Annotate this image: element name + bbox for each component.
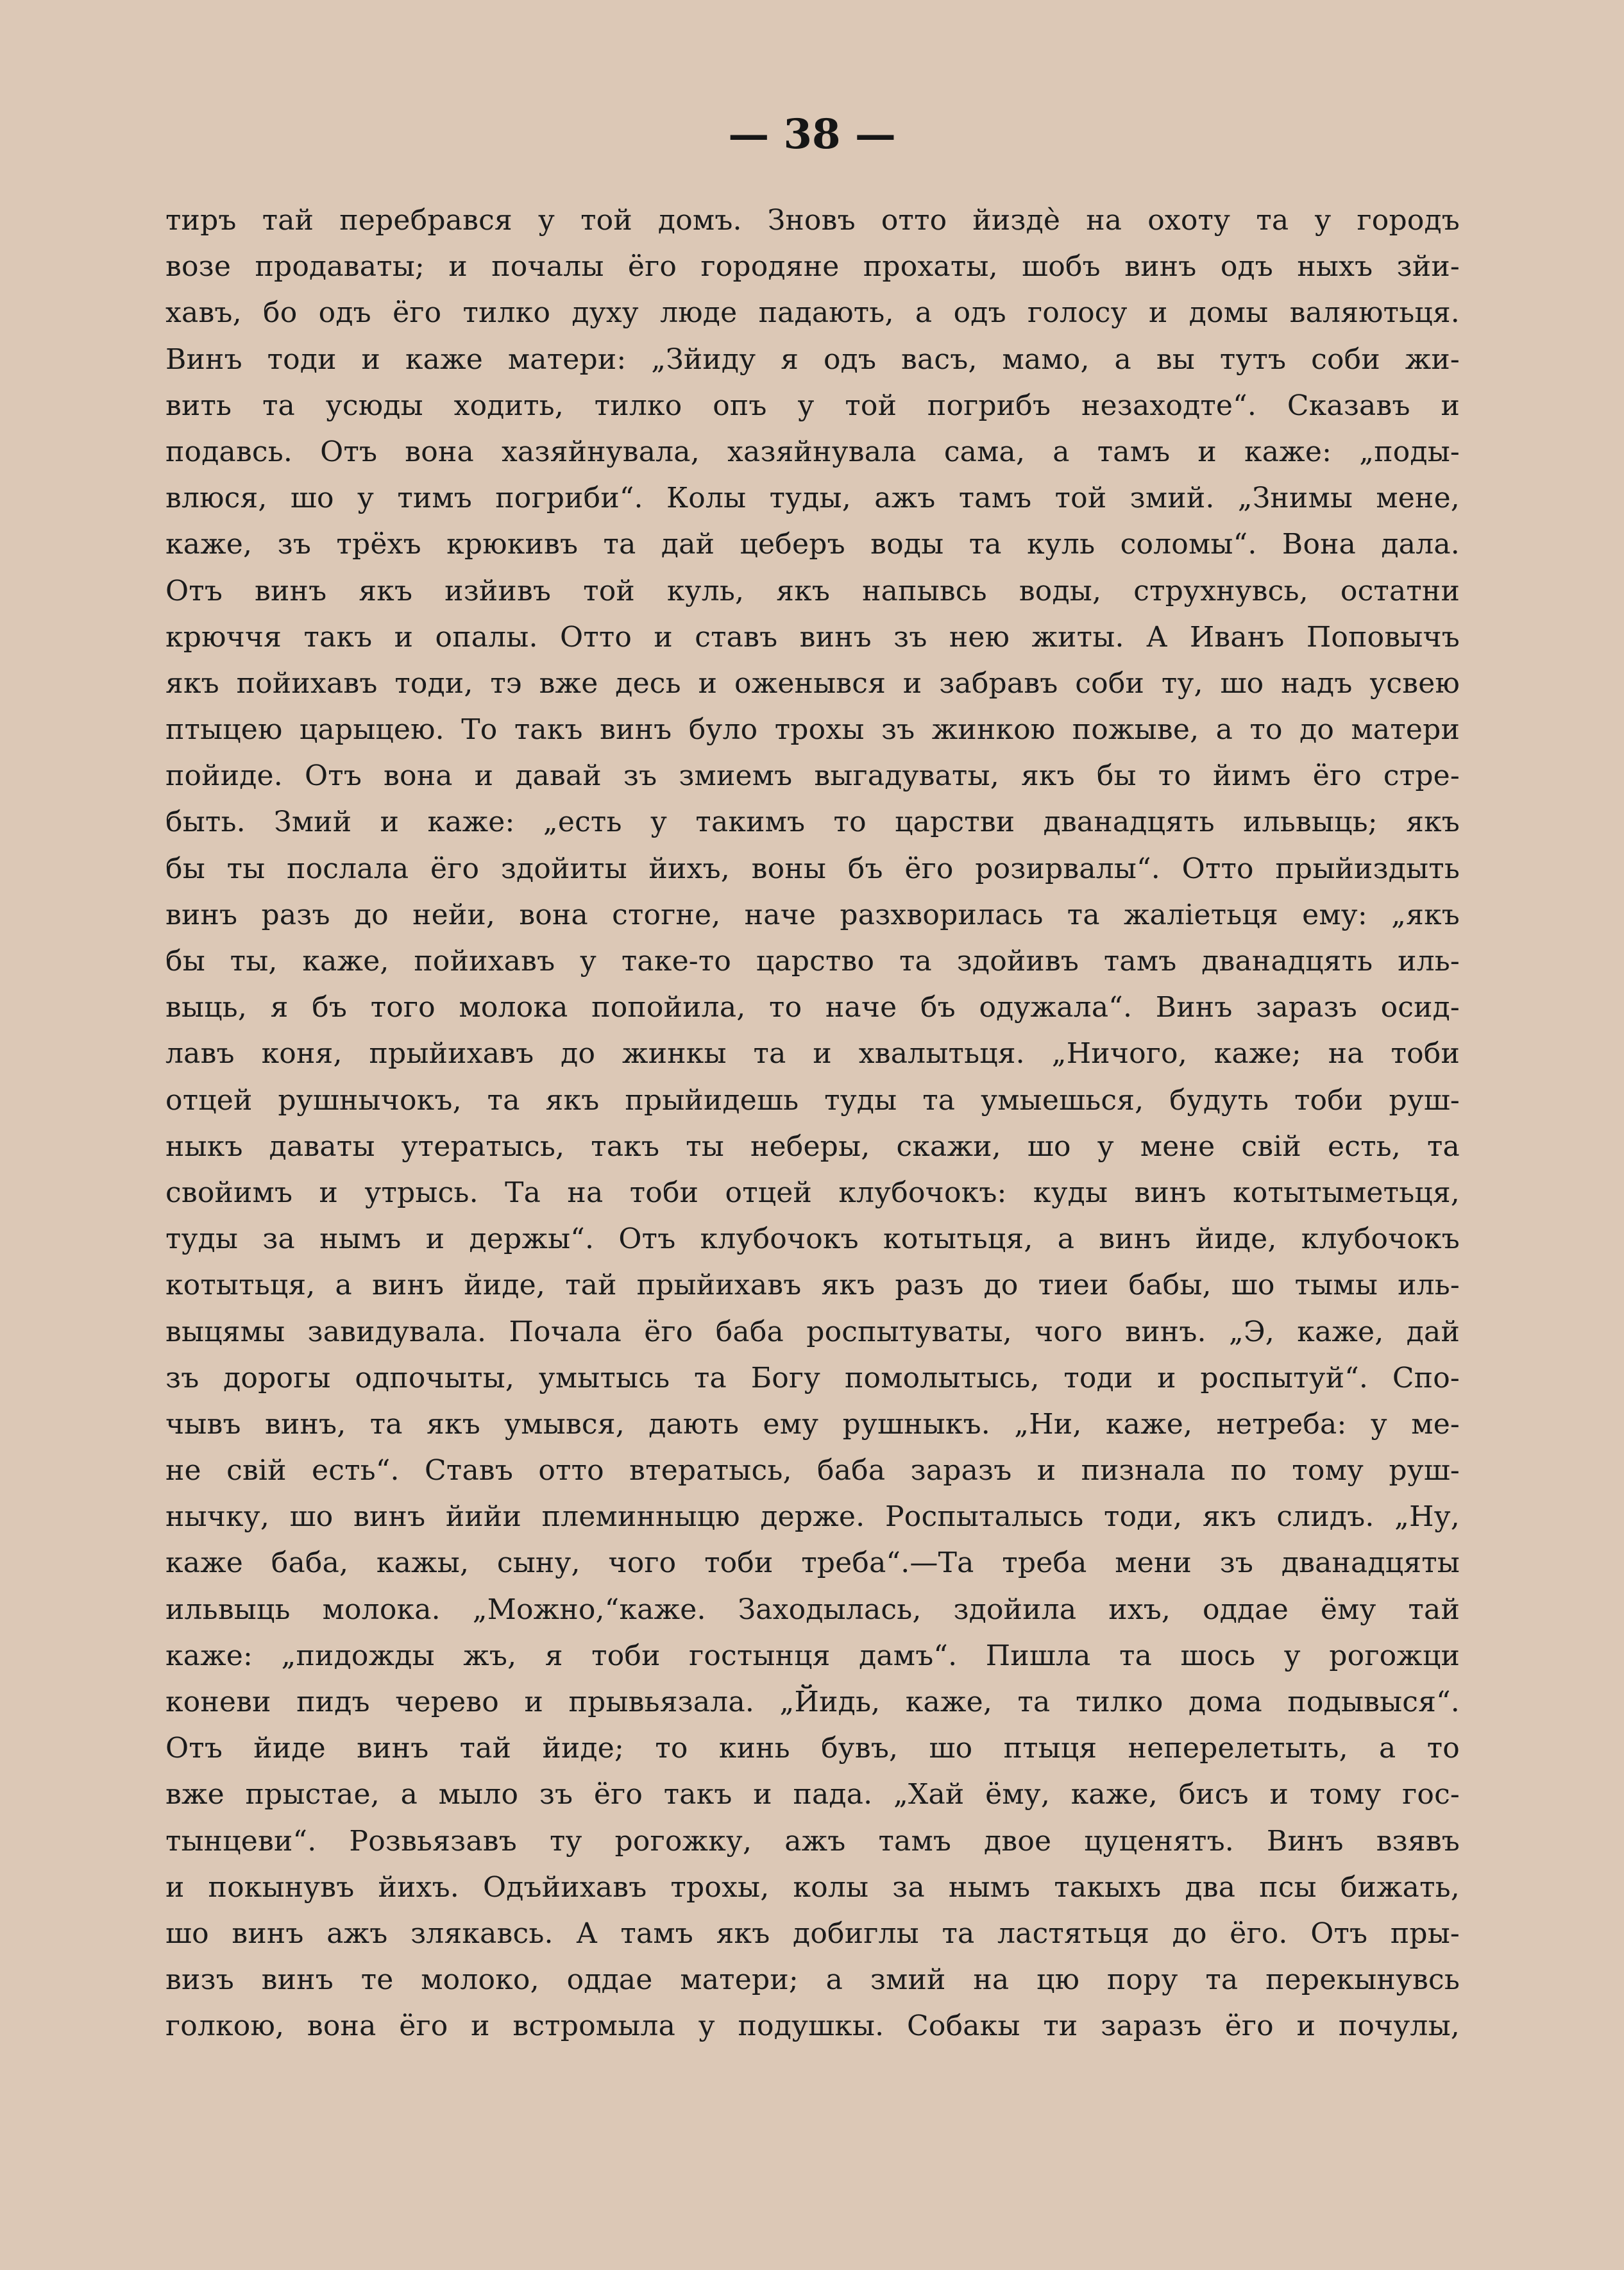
text-line: нычку, шо винъ йийи племинныцю держе. Роспыталысь тоди, якъ слидъ. „Ну, — [165, 1500, 1460, 1534]
text-line: вже прыстае, а мыло зъ ёго такъ и пада. „Хай ёму, каже, бисъ и тому гос- — [165, 1778, 1460, 1811]
text-line: не свій есть“. Ставъ отто втератысь, баба заразъ и пизнала по тому руш- — [165, 1454, 1460, 1487]
text-line: Отъ винъ якъ изйивъ той куль, якъ напывсь воды, струхнувсь, остатни — [165, 574, 1460, 607]
text-line: и покынувъ йихъ. Одъйихавъ трохы, колы за нымъ такыхъ два псы бижать, — [165, 1870, 1460, 1904]
text-line: каже баба, кажы, сыну, чого тоби треба“.—Та треба мени зъ дванадцяты — [165, 1546, 1460, 1580]
text-line: быть. Змий и каже: „есть у такимъ то царстви дванадцять ильвыць; якъ — [165, 806, 1460, 839]
text-line: каже, зъ трёхъ крюкивъ та дай цеберъ воды та куль соломы“. Вона дала. — [165, 528, 1460, 561]
text-line: каже: „пидожды жъ, я тоби гостынця дамъ“. Пишла та шось у рогожци — [165, 1639, 1460, 1672]
text-line: коневи пидъ черево и прывьязала. „Йидь, каже, та тилко дома подывыся“. — [165, 1686, 1460, 1718]
text-line: голкою, вона ёго и встромыла у подушкы. Собакы ти заразъ ёго и почулы, — [165, 2010, 1460, 2043]
text-line: Отъ йиде винъ тай йиде; то кинь бувъ, шо птыця неперелетыть, а то — [165, 1732, 1460, 1765]
page-number: — 38 — — [728, 110, 896, 158]
text-line: чывъ винъ, та якъ умывся, дають ему рушныкъ. „Ни, каже, нетреба: у ме- — [165, 1407, 1460, 1441]
text-line: ныкъ даваты утератысь, такъ ты неберы, скажи, шо у мене свій есть, та — [165, 1130, 1460, 1163]
text-line: отцей рушнычокъ, та якъ прыйидешь туды та умыешься, будуть тоби руш- — [165, 1083, 1460, 1117]
text-line: якъ пойихавъ тоди, тэ вже десь и оженывся и забравъ соби ту, шо надъ усвею — [165, 666, 1460, 700]
text-line: визъ винъ те молоко, оддае матери; а змий на цю пору та перекынувсь — [165, 1963, 1460, 1997]
text-line: туды за нымъ и держы“. Отъ клубочокъ котытьця, а винъ йиде, клубочокъ — [165, 1223, 1460, 1256]
text-line: выцямы завидувала. Почала ёго баба роспытуваты, чого винъ. „Э, каже, дай — [165, 1315, 1460, 1348]
text-line: лавъ коня, прыйихавъ до жинкы та и хвалытьця. „Ничого, каже; на тоби — [165, 1037, 1460, 1071]
text-line: вить та усюды ходить, тилко опъ у той погрибъ незаходте“. Сказавъ и — [165, 389, 1460, 422]
text-line: шо винъ ажъ злякавсь. А тамъ якъ добиглы та ластятьця до ёго. Отъ пры- — [165, 1917, 1460, 1950]
text-line: бы ты послала ёго здойиты йихъ, воны бъ ёго розирвалы“. Отто прыйиздыть — [165, 852, 1460, 885]
text-line: котытьця, а винъ йиде, тай прыйихавъ якъ разъ до тиеи бабы, шо тымы иль- — [165, 1269, 1460, 1302]
text-line: тынцеви“. Розвьязавъ ту рогожку, ажъ тамъ двое цуценятъ. Винъ взявъ — [165, 1824, 1460, 1858]
text-line: хавъ, бо одъ ёго тилко духу люде падають, а одъ голосу и домы валяютьця. — [165, 296, 1460, 330]
text-line: ильвыць молока. „Можно,“каже. Заходылась, здойила ихъ, оддае ёму тай — [165, 1593, 1460, 1626]
text-line: птыцею царыцею. То такъ винъ було трохы зъ жинкою пожыве, а то до матери — [165, 713, 1460, 747]
text-line: влюся, шо у тимъ погриби“. Колы туды, ажъ тамъ той змий. „Знимы мене, — [165, 482, 1460, 515]
text-line: свойимъ и утрысь. Та на тоби отцей клубочокъ: куды винъ котытыметьця, — [165, 1176, 1460, 1209]
body-text — [165, 198, 1460, 2050]
text-line: крюччя такъ и опалы. Отто и ставъ винъ зъ нею житы. А Иванъ Поповычъ — [165, 620, 1460, 654]
text-line: винъ разъ до нейи, вона стогне, наче разхворилась та жаліетьця ему: „якъ — [165, 898, 1460, 931]
text-line: выць, я бъ того молока попойила, то наче бъ одужала“. Винъ заразъ осид- — [165, 991, 1460, 1024]
text-line: Винъ тоди и каже матери: „Зйиду я одъ васъ, мамо, а вы тутъ соби жи- — [165, 343, 1460, 376]
text-line: зъ дорогы одпочыты, умытысь та Богу помолытысь, тоди и роспытуй“. Спо- — [165, 1361, 1460, 1394]
text-line: пойиде. Отъ вона и давай зъ змиемъ выгадуваты, якъ бы то йимъ ёго стре- — [165, 759, 1460, 793]
text-line: подавсь. Отъ вона хазяйнувала, хазяйнувала сама, а тамъ и каже: „поды- — [165, 435, 1460, 468]
text-line: бы ты, каже, пойихавъ у таке-то царство та здойивъ тамъ дванадцять иль- — [165, 945, 1460, 978]
text-line: тиръ тай перебрався у той домъ. Зновъ отто йиздѐ на охоту та у городъ — [165, 204, 1460, 237]
text-line: возе продаваты; и почалы ёго городяне прохаты, шобъ винъ одъ ныхъ зйи- — [165, 250, 1460, 284]
